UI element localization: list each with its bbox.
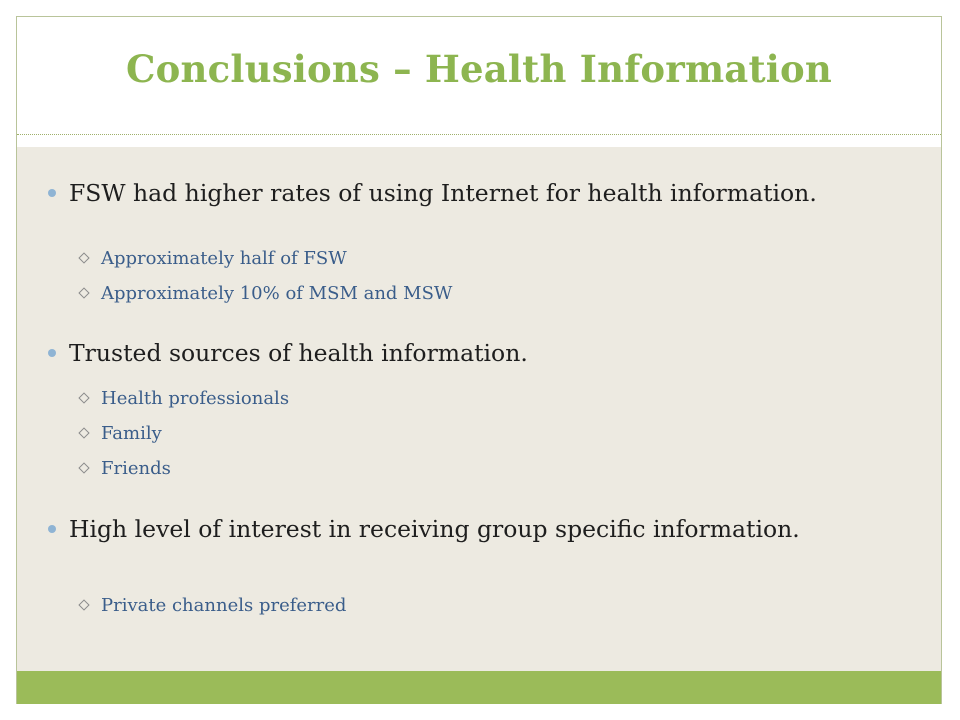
- subitem-text: Family: [101, 423, 162, 444]
- diamond-bullet-icon: [78, 252, 89, 263]
- subitem: [101, 388, 841, 410]
- subitem-text: Health professionals: [101, 388, 290, 409]
- content-area: [17, 147, 941, 671]
- subitem-text: Approximately 10% of MSM and MSW: [101, 283, 453, 304]
- subitem: [101, 595, 841, 617]
- bullet-dot-icon: [48, 525, 56, 533]
- subitem: [101, 283, 841, 305]
- diamond-bullet-icon: [78, 427, 89, 438]
- slide-frame: [16, 16, 942, 704]
- title-area: [17, 17, 941, 135]
- bullet-item: [69, 515, 829, 544]
- bullet-text: Trusted sources of health information.: [69, 339, 528, 367]
- footer-bar: [17, 671, 941, 704]
- diamond-bullet-icon: [78, 599, 89, 610]
- subitem-text: Approximately half of FSW: [101, 248, 347, 269]
- bullet-item: [69, 339, 829, 368]
- subitem: [101, 423, 841, 445]
- bullet-dot-icon: [48, 189, 56, 197]
- diamond-bullet-icon: [78, 287, 89, 298]
- subitem-text: Friends: [101, 458, 171, 479]
- diamond-bullet-icon: [78, 392, 89, 403]
- slide-title: Conclusions – Health Information: [125, 47, 833, 91]
- diamond-bullet-icon: [78, 462, 89, 473]
- subitem: [101, 458, 841, 480]
- bullet-dot-icon: [48, 349, 56, 357]
- bullet-text: High level of interest in receiving group specific information.: [69, 515, 800, 543]
- bullet-text: FSW had higher rates of using Internet for health information.: [69, 179, 817, 207]
- subitem: [101, 248, 841, 270]
- subitem-text: Private channels preferred: [101, 595, 347, 616]
- bullet-item: [69, 179, 829, 208]
